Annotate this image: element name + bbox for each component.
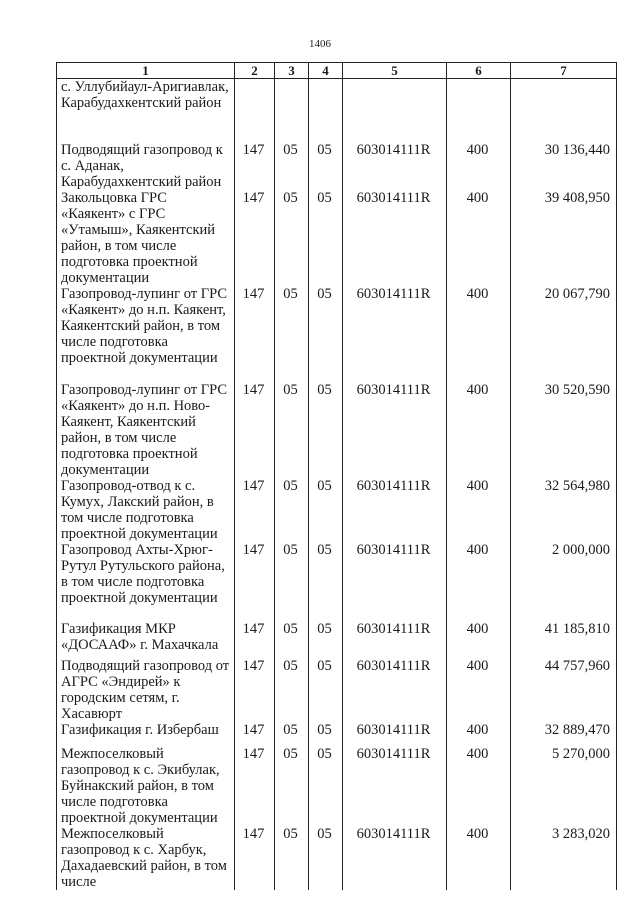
expense-type-cell: 400 bbox=[447, 542, 511, 621]
column-header: 1 bbox=[57, 63, 235, 79]
code-cell: 147 bbox=[235, 658, 275, 722]
target-article-cell: 603014111R bbox=[343, 190, 447, 286]
target-article-cell: 603014111R bbox=[343, 286, 447, 382]
table-row bbox=[57, 142, 617, 190]
section-cell: 05 bbox=[275, 142, 309, 190]
budget-table bbox=[56, 62, 617, 890]
table-row bbox=[57, 658, 617, 722]
expense-type-cell: 400 bbox=[447, 286, 511, 382]
target-article-cell: 603014111R bbox=[343, 382, 447, 478]
target-article-cell bbox=[343, 79, 447, 143]
code-cell: 147 bbox=[235, 746, 275, 826]
table-row bbox=[57, 542, 617, 621]
code-cell: 147 bbox=[235, 826, 275, 890]
expense-type-cell: 400 bbox=[447, 658, 511, 722]
target-article-cell: 603014111R bbox=[343, 542, 447, 621]
expense-type-cell: 400 bbox=[447, 382, 511, 478]
expense-type-cell: 400 bbox=[447, 142, 511, 190]
expense-type-cell: 400 bbox=[447, 190, 511, 286]
subsection-cell: 05 bbox=[309, 621, 343, 658]
page-number: 1406 bbox=[309, 38, 331, 50]
column-header: 4 bbox=[309, 63, 343, 79]
code-cell: 147 bbox=[235, 621, 275, 658]
expense-type-cell bbox=[447, 79, 511, 143]
table-row bbox=[57, 79, 617, 143]
section-cell: 05 bbox=[275, 658, 309, 722]
code-cell: 147 bbox=[235, 722, 275, 746]
code-cell: 147 bbox=[235, 190, 275, 286]
subsection-cell: 05 bbox=[309, 382, 343, 478]
object-name-cell: Межпоселковый газопровод к с. Экибулак, Буйнакский район, в том числе подготовка проектной документации bbox=[57, 746, 235, 826]
target-article-cell: 603014111R bbox=[343, 478, 447, 542]
table-row bbox=[57, 286, 617, 382]
code-cell: 147 bbox=[235, 382, 275, 478]
expense-type-cell: 400 bbox=[447, 478, 511, 542]
target-article-cell: 603014111R bbox=[343, 142, 447, 190]
amount-cell: 2 000,000 bbox=[511, 542, 617, 621]
section-cell: 05 bbox=[275, 826, 309, 890]
column-header: 7 bbox=[511, 63, 617, 79]
target-article-cell: 603014111R bbox=[343, 746, 447, 826]
section-cell: 05 bbox=[275, 478, 309, 542]
object-name-cell: Подводящий газопровод от АГРС «Эндирей» к городским сетям, г. Хасавюрт bbox=[57, 658, 235, 722]
table-row bbox=[57, 478, 617, 542]
object-name-cell: Газопровод-отвод к с. Кумух, Лакский район, в том числе подготовка проектной документации bbox=[57, 478, 235, 542]
amount-cell: 32 564,980 bbox=[511, 478, 617, 542]
table-row bbox=[57, 826, 617, 890]
code-cell: 147 bbox=[235, 478, 275, 542]
amount-cell: 32 889,470 bbox=[511, 722, 617, 746]
amount-cell: 30 520,590 bbox=[511, 382, 617, 478]
section-cell: 05 bbox=[275, 190, 309, 286]
section-cell: 05 bbox=[275, 746, 309, 826]
amount-cell bbox=[511, 79, 617, 143]
code-cell bbox=[235, 79, 275, 143]
subsection-cell bbox=[309, 79, 343, 143]
expense-type-cell: 400 bbox=[447, 621, 511, 658]
section-cell bbox=[275, 79, 309, 143]
section-cell: 05 bbox=[275, 542, 309, 621]
expense-type-cell: 400 bbox=[447, 826, 511, 890]
table-row bbox=[57, 190, 617, 286]
column-header: 2 bbox=[235, 63, 275, 79]
subsection-cell: 05 bbox=[309, 746, 343, 826]
amount-cell: 39 408,950 bbox=[511, 190, 617, 286]
column-header: 5 bbox=[343, 63, 447, 79]
section-cell: 05 bbox=[275, 286, 309, 382]
code-cell: 147 bbox=[235, 286, 275, 382]
subsection-cell: 05 bbox=[309, 286, 343, 382]
amount-cell: 41 185,810 bbox=[511, 621, 617, 658]
target-article-cell: 603014111R bbox=[343, 621, 447, 658]
table-row bbox=[57, 746, 617, 826]
object-name-cell: с. Уллубийаул-Аригиавлак, Карабудахкентский район bbox=[57, 79, 235, 143]
section-cell: 05 bbox=[275, 621, 309, 658]
section-cell: 05 bbox=[275, 722, 309, 746]
header-row bbox=[57, 63, 617, 79]
object-name-cell: Подводящий газопровод к с. Аданак, Карабудахкентский район bbox=[57, 142, 235, 190]
section-cell: 05 bbox=[275, 382, 309, 478]
column-header: 3 bbox=[275, 63, 309, 79]
object-name-cell: Газификация МКР «ДОСААФ» г. Махачкала bbox=[57, 621, 235, 658]
target-article-cell: 603014111R bbox=[343, 722, 447, 746]
subsection-cell: 05 bbox=[309, 826, 343, 890]
subsection-cell: 05 bbox=[309, 190, 343, 286]
expense-type-cell: 400 bbox=[447, 722, 511, 746]
object-name-cell: Межпоселковый газопровод к с. Харбук, Дахадаевский район, в том числе bbox=[57, 826, 235, 890]
object-name-cell: Газопровод-лупинг от ГРС «Каякент» до н.п. Каякент, Каякентский район, в том числе подготовка проектной документации bbox=[57, 286, 235, 382]
column-header: 6 bbox=[447, 63, 511, 79]
subsection-cell: 05 bbox=[309, 142, 343, 190]
subsection-cell: 05 bbox=[309, 478, 343, 542]
subsection-cell: 05 bbox=[309, 658, 343, 722]
subsection-cell: 05 bbox=[309, 722, 343, 746]
amount-cell: 5 270,000 bbox=[511, 746, 617, 826]
target-article-cell: 603014111R bbox=[343, 826, 447, 890]
table-row bbox=[57, 621, 617, 658]
object-name-cell: Газопровод Ахты-Хрюг-Рутул Рутульского района, в том числе подготовка проектной документации bbox=[57, 542, 235, 621]
amount-cell: 30 136,440 bbox=[511, 142, 617, 190]
object-name-cell: Газификация г. Избербаш bbox=[57, 722, 235, 746]
expense-type-cell: 400 bbox=[447, 746, 511, 826]
table-row bbox=[57, 722, 617, 746]
object-name-cell: Закольцовка ГРС «Каякент» с ГРС «Утамыш», Каякентский район, в том числе подготовка проектной документации bbox=[57, 190, 235, 286]
table-row bbox=[57, 382, 617, 478]
amount-cell: 44 757,960 bbox=[511, 658, 617, 722]
code-cell: 147 bbox=[235, 142, 275, 190]
target-article-cell: 603014111R bbox=[343, 658, 447, 722]
code-cell: 147 bbox=[235, 542, 275, 621]
amount-cell: 20 067,790 bbox=[511, 286, 617, 382]
amount-cell: 3 283,020 bbox=[511, 826, 617, 890]
subsection-cell: 05 bbox=[309, 542, 343, 621]
object-name-cell: Газопровод-лупинг от ГРС «Каякент» до н.п. Ново-Каякент, Каякентский район, в том числе подготовка проектной документации bbox=[57, 382, 235, 478]
